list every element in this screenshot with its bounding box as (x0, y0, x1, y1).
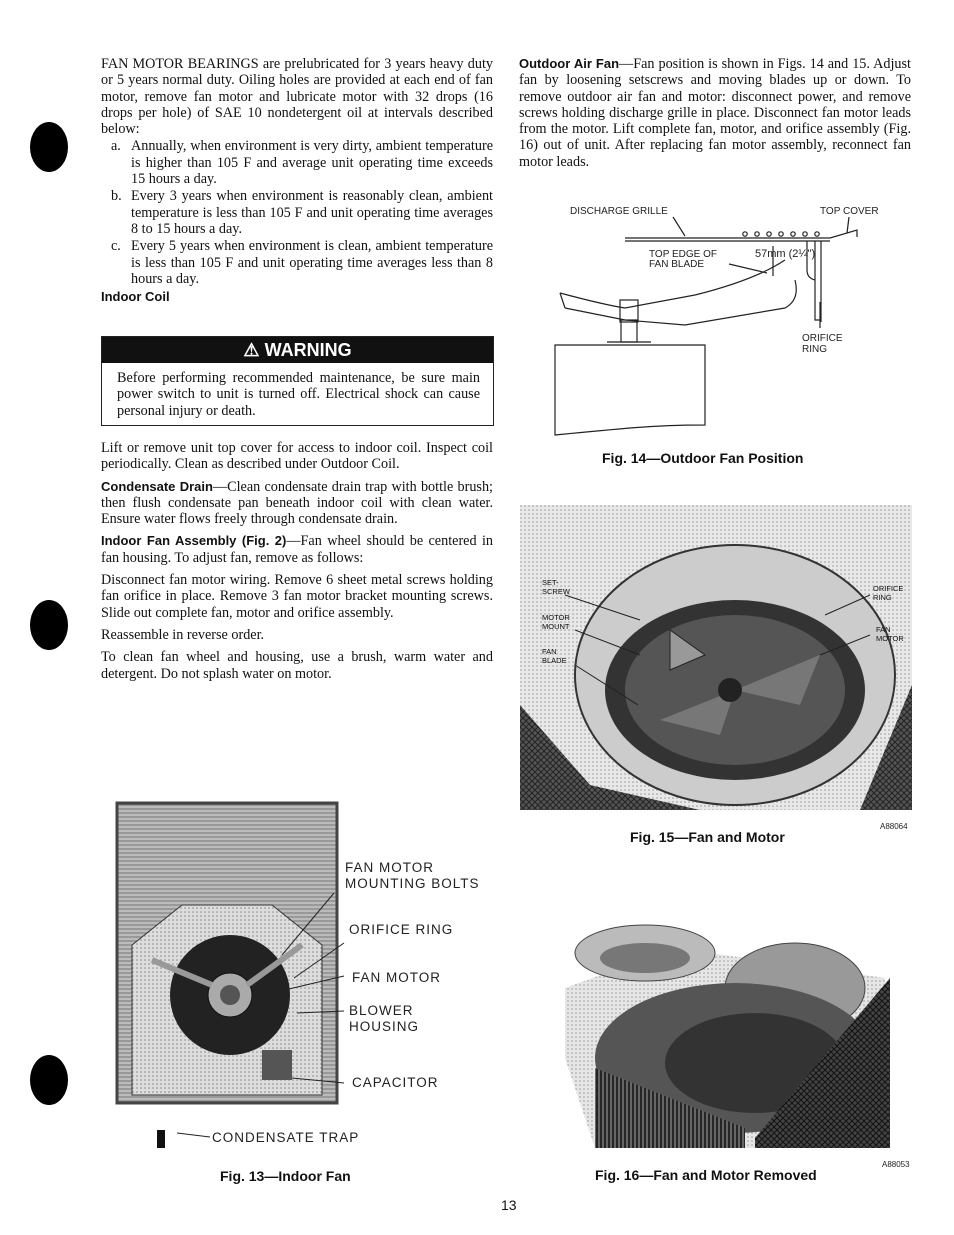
punch-hole-middle (30, 600, 68, 650)
disconnect-paragraph: Disconnect fan motor wiring. Remove 6 sheet metal screws holding fan orifice in place. Remove 3 fan motor bracket mounting screws. Slide out complete fan, motor and orifice assembly. (101, 572, 493, 621)
list-text: Every 5 years when environment is clean, ambient temperature is less than 105 F and unit operating time averages less than 8 hours a day. (131, 238, 493, 287)
list-marker: a. (111, 138, 121, 155)
condensate-heading: Condensate Drain (101, 478, 213, 494)
capacitor-label: CAPACITOR (352, 1075, 439, 1090)
set-screw-label-1: SET- (542, 578, 559, 587)
orifice-ring-label-2: RING (873, 593, 892, 602)
indoor-fan-heading: Indoor Fan Assembly (Fig. 2) (101, 533, 287, 549)
outdoor-fan-heading: Outdoor Air Fan (519, 56, 620, 71)
outdoor-fan-paragraph (519, 56, 911, 170)
mounting-bolts-line1: FAN MOTOR (345, 860, 435, 875)
list-marker: c. (111, 238, 121, 255)
warning-triangle-icon: ⚠ (243, 340, 260, 360)
warning-box (101, 336, 494, 426)
page-number: 13 (501, 1197, 517, 1213)
warning-text: Before performing recommended maintenance, be sure main power switch to unit is turned off. Electrical shock can cause personal injury or death. (117, 370, 480, 419)
reassemble-paragraph: Reassemble in reverse order. (101, 626, 265, 643)
set-screw-label-2: SCREW (542, 587, 570, 596)
fig14-diagram (545, 200, 879, 445)
left-column-lower (101, 440, 493, 682)
condensate-text: —Clean condensate drain trap with bottle brush; then flush condensate pan beneath indoor coil with clean water. Ensure water flows freely through condensate drain. (101, 478, 493, 528)
warning-header (102, 337, 493, 363)
list-text: Every 3 years when environment is reasonably clean, ambient temperature is less than 105 F and unit operating time averages 8 to 15 hours a day. (131, 188, 493, 237)
warning-title: WARNING (264, 340, 352, 360)
list-item (101, 238, 493, 287)
blower-line1: BLOWER (349, 1003, 414, 1018)
indoor-fan-paragraph (101, 533, 493, 566)
fan-motor-label: FAN MOTOR (352, 970, 442, 985)
orifice-label: ORIFICE (802, 333, 843, 344)
clean-paragraph: To clean fan wheel and housing, use a brush, warm water and detergent. Do not splash water on motor. (101, 649, 493, 682)
bearings-paragraph: FAN MOTOR BEARINGS are prelubricated for 3 years heavy duty or 5 years normal duty. Oiling holes are provided at each end of fan motor, remove fan motor and lubricate motor with 32 drops (16 drops per hole) of SAE 10 nondetergent oil at intervals described below: (101, 56, 493, 138)
fig15-caption: Fig. 15—Fan and Motor (630, 829, 785, 845)
fig16-photo (555, 908, 895, 1153)
motor-mount-label-1: MOTOR (542, 613, 570, 622)
right-column (519, 56, 911, 170)
list-item (101, 138, 493, 187)
motor-mount-label-2: MOUNT (542, 622, 570, 631)
fan-blade-label-2: BLADE (542, 656, 567, 665)
fan-blade-label-1: FAN (542, 647, 557, 656)
punch-hole-top (30, 122, 68, 172)
fig13-photo (112, 795, 342, 1155)
discharge-grille-label: DISCHARGE GRILLE (570, 206, 668, 217)
dimension-label: 57mm (2¼") (755, 248, 816, 260)
top-cover-label: TOP COVER (820, 206, 879, 217)
fan-motor-label-1: FAN (876, 625, 891, 634)
fig15-code: A88064 (880, 822, 908, 831)
fan-blade-label: FAN BLADE (649, 259, 705, 270)
orifice-ring-label: ORIFICE RING (349, 922, 454, 937)
list-text: Annually, when environment is very dirty, ambient temperature is higher than 105 F and average unit operating time exceeds 15 hours a day. (131, 138, 493, 188)
orifice-ring-label-1: ORIFICE (873, 584, 904, 593)
fig13-caption: Fig. 13—Indoor Fan (220, 1168, 351, 1184)
mounting-bolts-line2: MOUNTING BOLTS (345, 876, 480, 891)
list-marker: b. (111, 188, 122, 205)
fan-motor-label-2: MOTOR (876, 634, 904, 643)
blower-line2: HOUSING (349, 1019, 420, 1034)
condensate-paragraph (101, 479, 493, 528)
lubrication-list (101, 138, 493, 287)
fig16-code: A88053 (882, 1160, 910, 1169)
indoor-fan-text: —Fan wheel should be centered in fan housing. To adjust fan, remove as follows: (101, 533, 493, 566)
list-item (101, 188, 493, 237)
indoor-coil-heading: Indoor Coil (101, 289, 170, 305)
fig16-caption: Fig. 16—Fan and Motor Removed (595, 1167, 817, 1183)
outdoor-fan-text: —Fan position is shown in Figs. 14 and 15. Adjust fan by loosening setscrews and moving blades up or down. To remove outdoor air fan and motor: disconnect power, and remove screws holding discharge grille in place. Disconnect fan motor leads from the motor. Lift complete fan, motor, and orifice assembly (Fig. 16) out of unit. After replacing fan motor assembly, reconnect fan motor leads. (519, 56, 911, 170)
condensate-trap-label: CONDENSATE TRAP (212, 1130, 360, 1145)
top-edge-label: TOP EDGE OF (649, 249, 717, 260)
left-column (101, 56, 493, 305)
fig15-photo (520, 505, 912, 810)
punch-hole-bottom (30, 1055, 68, 1105)
blower-housing-label (349, 1003, 419, 1035)
ring-label: RING (802, 344, 827, 355)
fig14-caption: Fig. 14—Outdoor Fan Position (602, 450, 804, 466)
coil-paragraph: Lift or remove unit top cover for access to indoor coil. Inspect coil periodically. Clean as described under Outdoor Coil. (101, 440, 493, 473)
mounting-bolts-label (345, 860, 480, 892)
